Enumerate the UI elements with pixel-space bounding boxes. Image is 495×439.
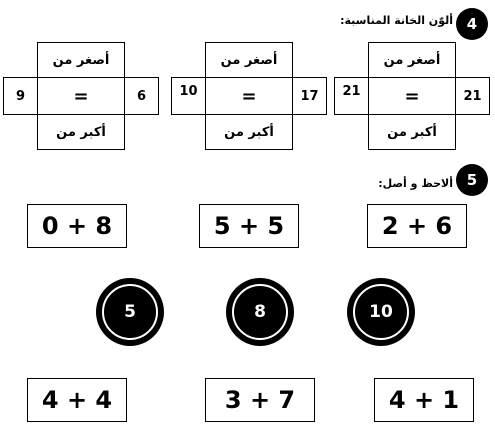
left-number: 10 <box>171 77 206 115</box>
section-5-badge: 5 <box>456 164 488 196</box>
less-than-box[interactable]: أصغر من <box>205 42 293 78</box>
equal-box[interactable]: = <box>205 77 293 115</box>
section-5-instruction: ألاحظ و أصل: <box>378 177 453 190</box>
number-circle-1[interactable] <box>96 278 164 346</box>
left-number: 9 <box>3 77 38 115</box>
circle-value: 10 <box>353 284 409 340</box>
equal-box[interactable]: = <box>368 77 456 115</box>
right-number: 6 <box>124 77 159 115</box>
comparison-cross-2 <box>171 42 328 150</box>
expression-box-top-2[interactable]: 5 + 5 <box>199 204 299 248</box>
less-than-box[interactable]: أصغر من <box>37 42 125 78</box>
number-circle-2[interactable] <box>226 278 294 346</box>
equal-box[interactable]: = <box>37 77 125 115</box>
less-than-box[interactable]: أصغر من <box>368 42 456 78</box>
expression-box-bottom-2[interactable]: 3 + 7 <box>205 378 315 422</box>
greater-than-box[interactable]: أكبر من <box>205 114 293 150</box>
greater-than-box[interactable]: أكبر من <box>37 114 125 150</box>
right-number: 21 <box>455 77 490 115</box>
greater-than-box[interactable]: أكبر من <box>368 114 456 150</box>
right-number: 17 <box>292 77 327 115</box>
comparison-cross-1 <box>3 42 160 150</box>
number-circle-3[interactable] <box>347 278 415 346</box>
expression-box-top-3[interactable]: 2 + 6 <box>367 204 467 248</box>
expression-box-bottom-1[interactable]: 4 + 4 <box>27 378 127 422</box>
comparison-cross-3 <box>334 42 491 150</box>
circle-value: 8 <box>232 284 288 340</box>
section-4-badge: 4 <box>456 8 488 40</box>
circle-value: 5 <box>102 284 158 340</box>
expression-box-top-1[interactable]: 0 + 8 <box>27 204 127 248</box>
left-number: 21 <box>334 77 369 115</box>
expression-box-bottom-3[interactable]: 4 + 1 <box>374 378 474 422</box>
section-4-instruction: ألوّن الخانة المناسبة: <box>340 14 453 27</box>
